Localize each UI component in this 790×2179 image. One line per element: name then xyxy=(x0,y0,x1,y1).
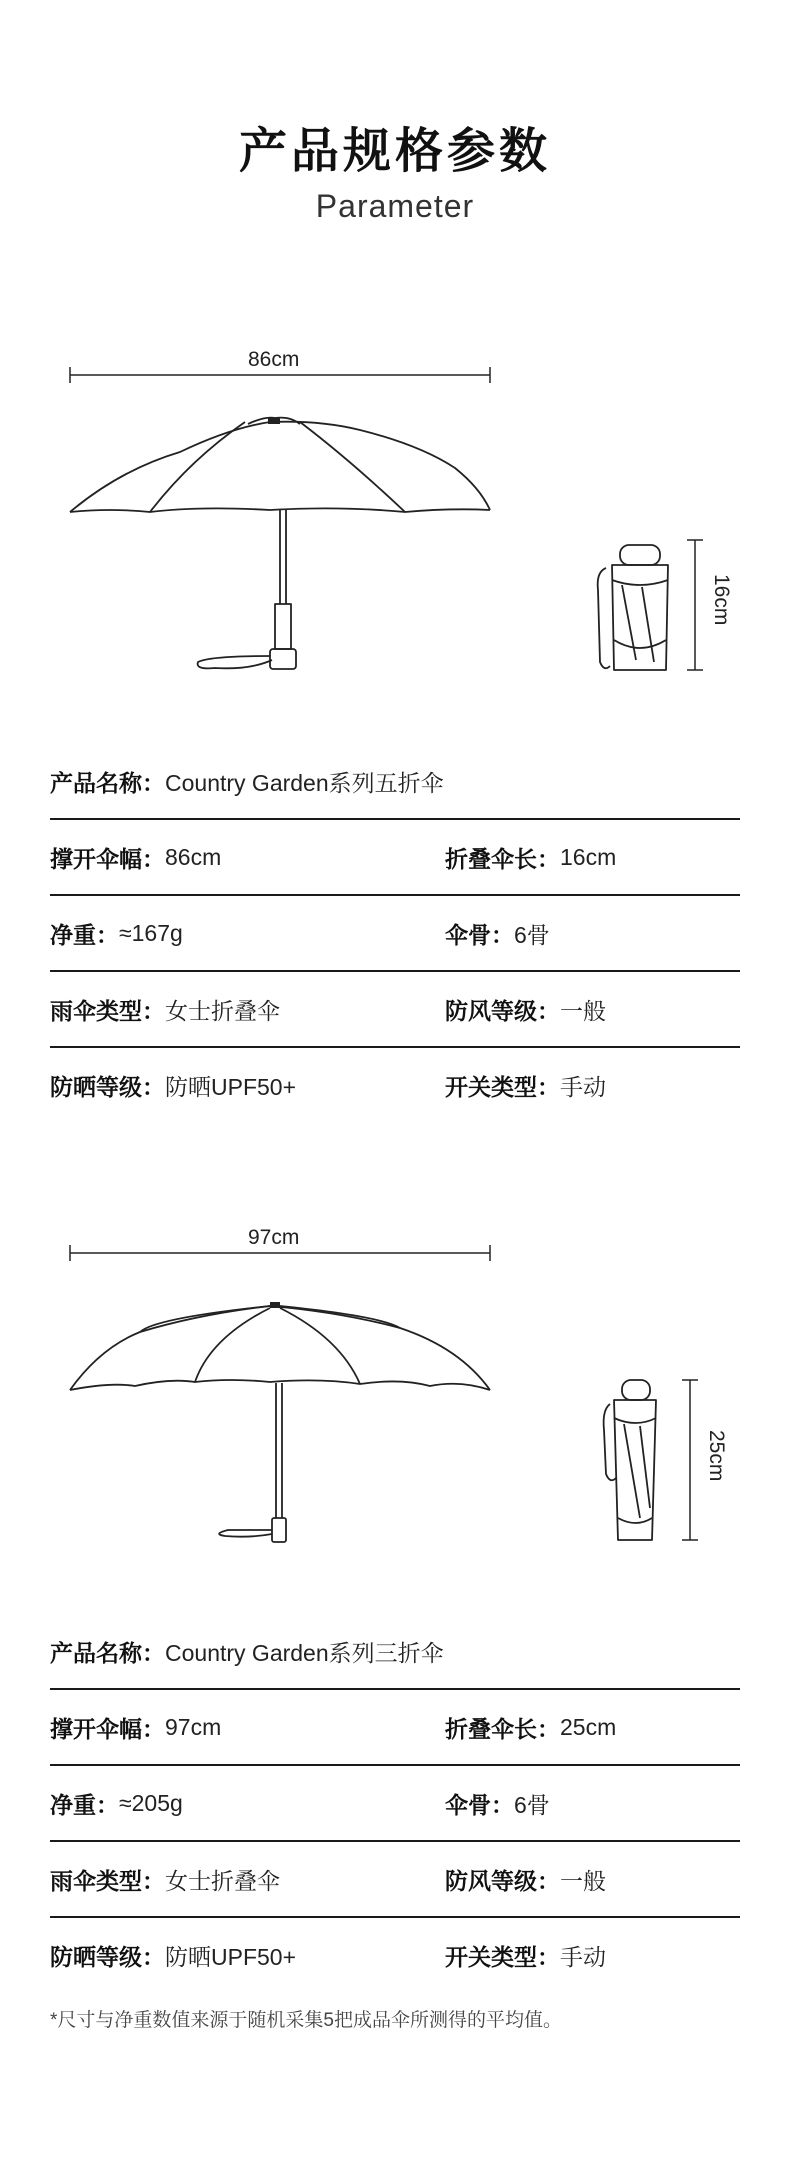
spec-value: 16cm xyxy=(560,843,617,870)
spec-value: Country Garden系列五折伞 xyxy=(165,769,444,796)
spec-value: 防晒UPF50+ xyxy=(165,1073,297,1100)
spec-value: 86cm xyxy=(165,843,222,870)
spec-key: 雨伞类型： xyxy=(50,1867,165,1894)
spec-key: 开关类型： xyxy=(445,1073,560,1100)
spec-value: 一般 xyxy=(560,1867,606,1894)
spec-value: 手动 xyxy=(560,1943,606,1970)
spec-key: 伞骨： xyxy=(445,921,514,948)
spec-value: 女士折叠伞 xyxy=(165,997,280,1024)
spec-value: 25cm xyxy=(560,1713,617,1740)
spec-key: 撑开伞幅： xyxy=(50,1715,165,1742)
spec-value: 6骨 xyxy=(514,1791,550,1818)
spec-value: 一般 xyxy=(560,997,606,1024)
open-width-label: 86cm xyxy=(248,348,300,371)
spec-value: 6骨 xyxy=(514,921,550,948)
spec-key: 开关类型： xyxy=(445,1943,560,1970)
page-title: 产品规格参数 xyxy=(238,125,551,178)
spec-row xyxy=(50,1614,740,1690)
folded-length-label: 16cm xyxy=(710,574,733,626)
spec-row xyxy=(50,1842,740,1918)
spec-row xyxy=(50,896,740,972)
spec-value: 防晒UPF50+ xyxy=(165,1943,297,1970)
spec-key: 产品名称： xyxy=(50,1639,165,1666)
spec-key: 折叠伞长： xyxy=(445,845,560,872)
spec-key: 净重： xyxy=(50,1791,119,1818)
spec-value: ≈205g xyxy=(119,1789,183,1816)
spec-row xyxy=(50,1690,740,1766)
spec-row xyxy=(50,744,740,820)
spec-key: 折叠伞长： xyxy=(445,1715,560,1742)
umbrella-illustration-2 xyxy=(0,1218,790,1578)
spec-key: 防晒等级： xyxy=(50,1073,165,1100)
umbrella-diagram-1 xyxy=(0,340,790,700)
spec-row xyxy=(50,1048,740,1122)
spec-key: 防晒等级： xyxy=(50,1943,165,1970)
spec-key: 撑开伞幅： xyxy=(50,845,165,872)
spec-table-2 xyxy=(50,1614,740,1992)
umbrella-illustration-1 xyxy=(0,340,790,700)
spec-table-1 xyxy=(50,744,740,1122)
umbrella-diagram-2 xyxy=(0,1218,790,1578)
spec-key: 伞骨： xyxy=(445,1791,514,1818)
spec-value: Country Garden系列三折伞 xyxy=(165,1639,444,1666)
open-width-label: 97cm xyxy=(248,1226,300,1249)
spec-key: 防风等级： xyxy=(445,997,560,1024)
spec-row xyxy=(50,1766,740,1842)
spec-row xyxy=(50,972,740,1048)
folded-length-label: 25cm xyxy=(705,1430,728,1482)
spec-key: 产品名称： xyxy=(50,769,165,796)
spec-key: 雨伞类型： xyxy=(50,997,165,1024)
spec-value: 97cm xyxy=(165,1713,222,1740)
spec-key: 净重： xyxy=(50,921,119,948)
spec-value: 女士折叠伞 xyxy=(165,1867,280,1894)
page-subtitle: Parameter xyxy=(315,188,475,224)
spec-value: ≈167g xyxy=(119,919,183,946)
spec-row xyxy=(50,1918,740,1992)
spec-value: 手动 xyxy=(560,1073,606,1100)
footnote: *尺寸与净重数值来源于随机采集5把成品伞所测得的平均值。 xyxy=(50,2010,562,2031)
spec-row xyxy=(50,820,740,896)
spec-key: 防风等级： xyxy=(445,1867,560,1894)
